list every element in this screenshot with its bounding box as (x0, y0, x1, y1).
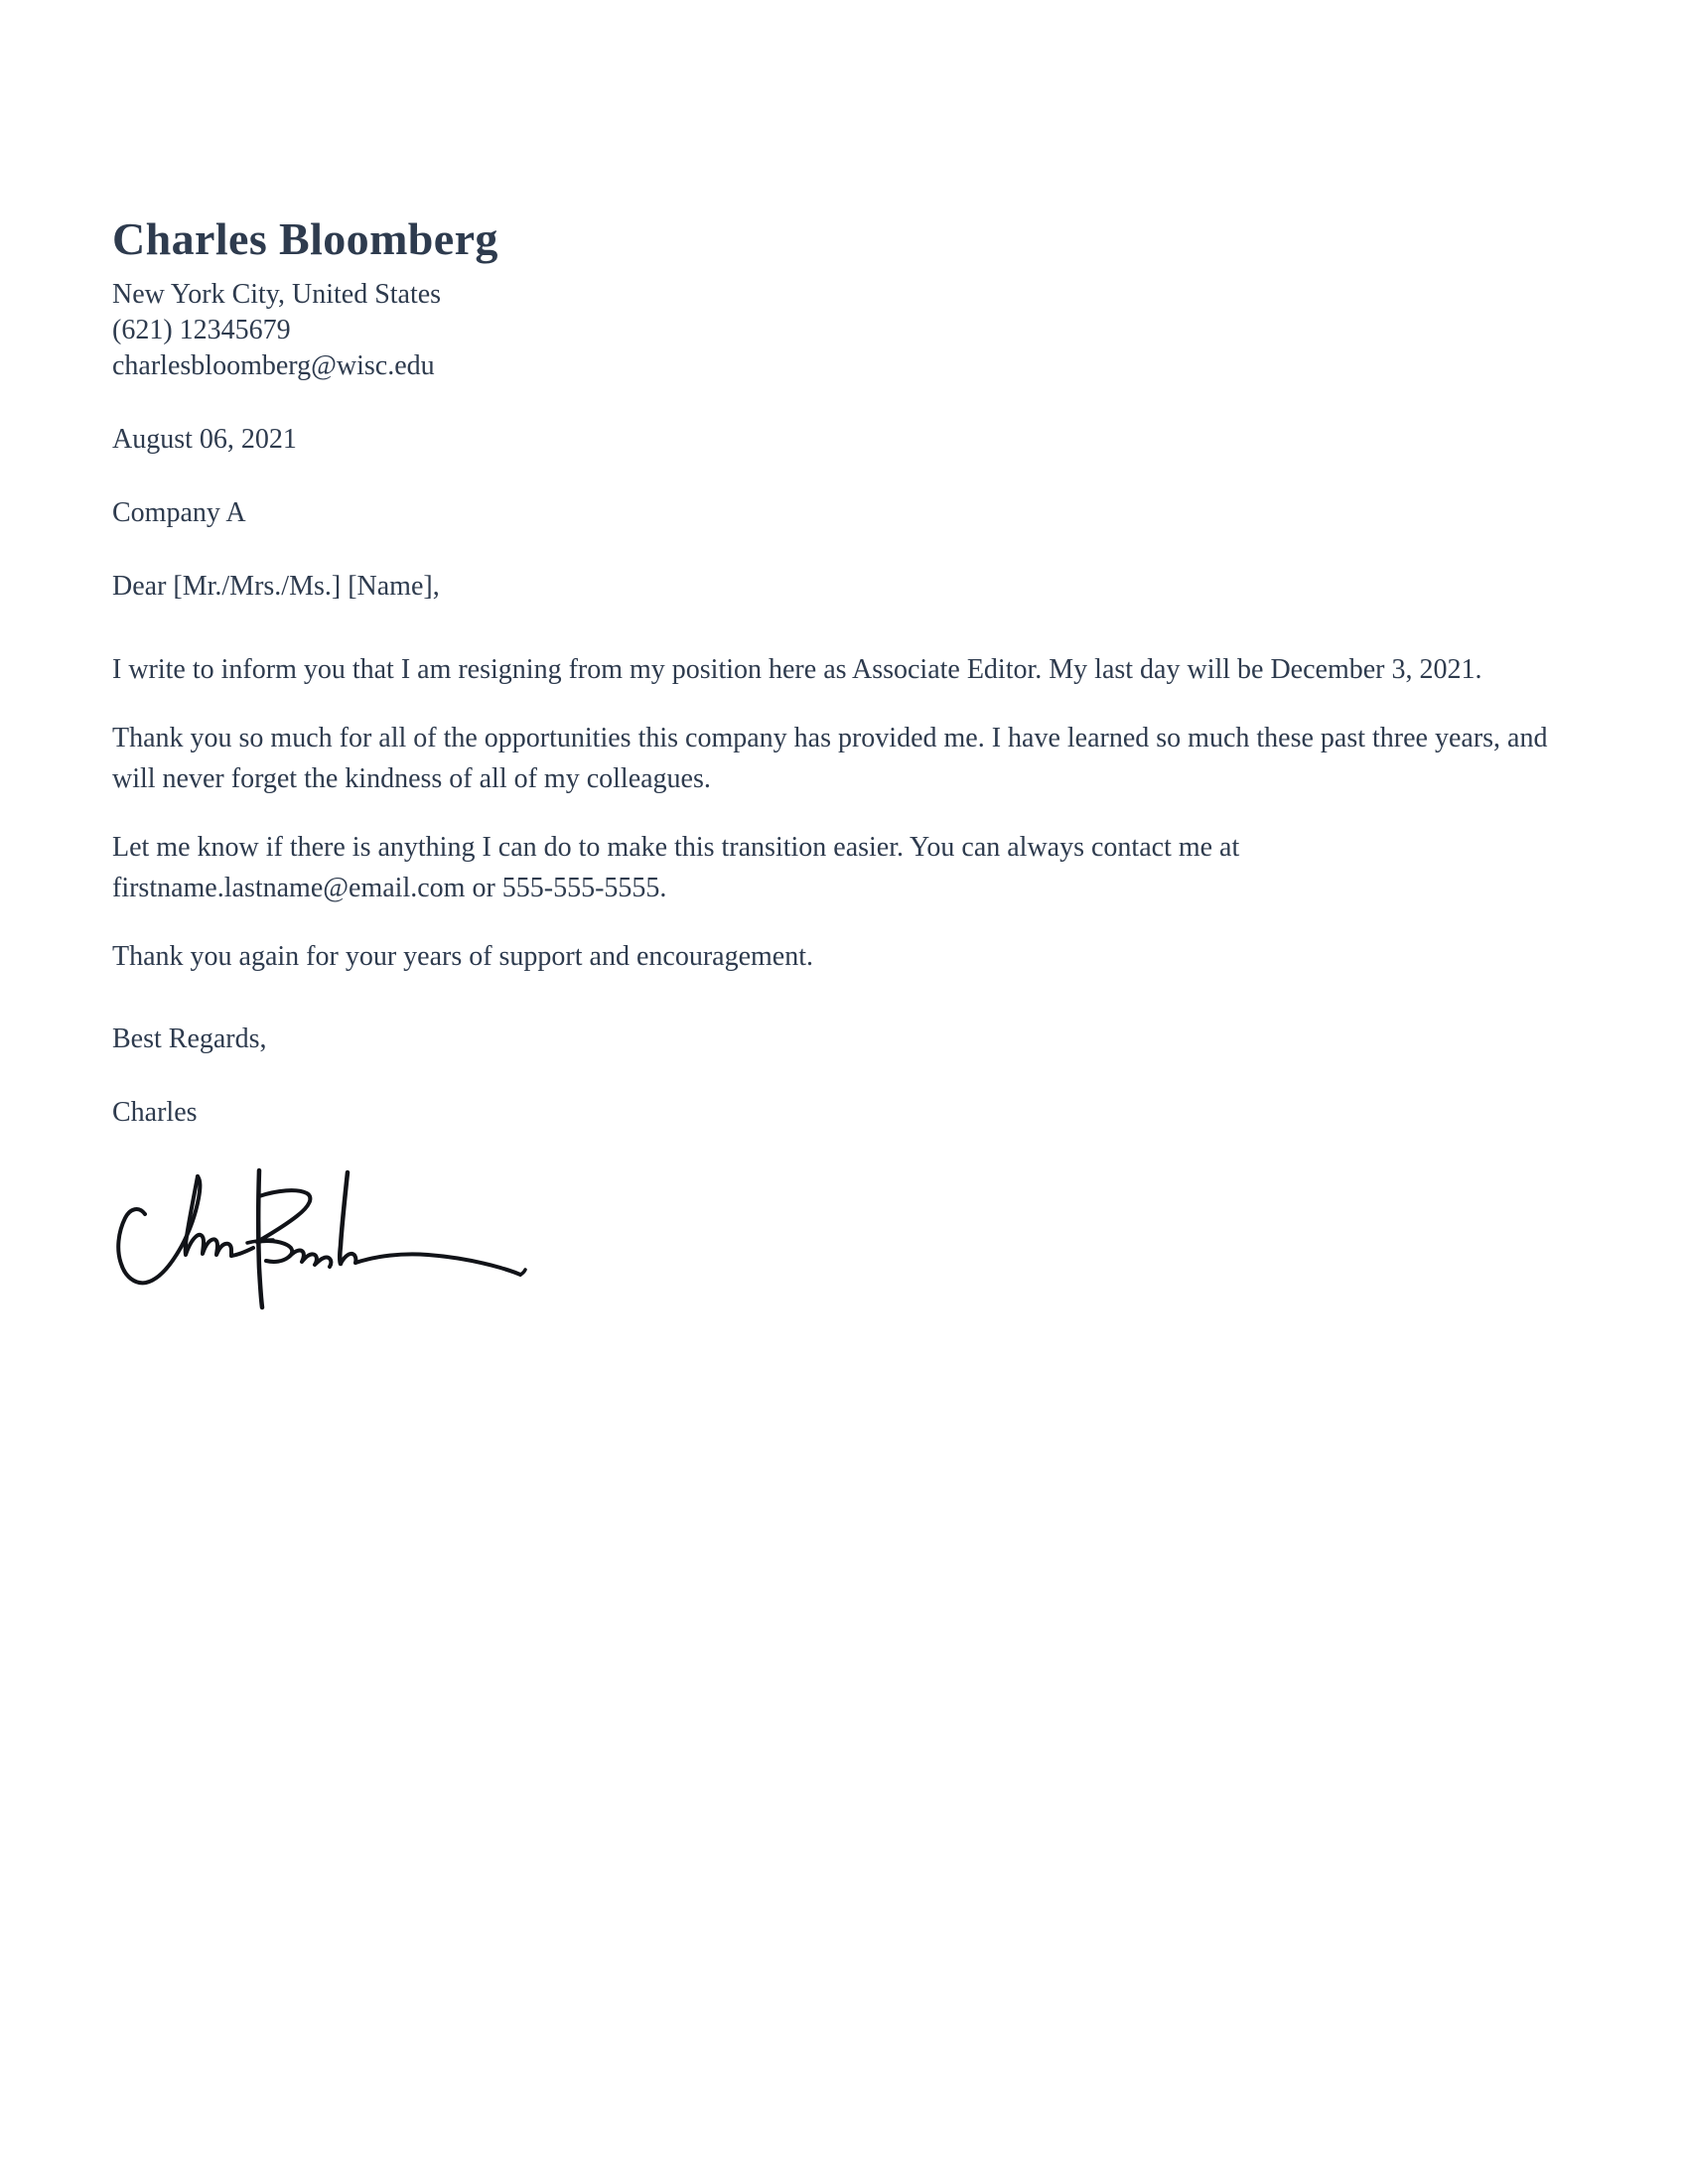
spacer (112, 458, 1572, 495)
signature-svg (112, 1155, 549, 1313)
body-paragraph-4: Thank you again for your years of support and encouragement. (112, 940, 813, 972)
spacer (112, 690, 1572, 718)
contact-phone: (621) 12345679 (112, 314, 291, 345)
page-title: Charles Bloomberg (112, 213, 498, 264)
body-paragraph-1: I write to inform you that I am resigning from my position here as Associate Editor. My last day will be December 3, 2021. (112, 653, 1482, 685)
salutation: Dear [Mr./Mrs./Ms.] [Name], (112, 570, 440, 602)
spacer (112, 977, 1572, 1022)
spacer (112, 908, 1572, 936)
spacer (112, 384, 1572, 422)
letter-date: August 06, 2021 (112, 423, 297, 455)
signature-name: Charles (112, 1096, 198, 1128)
body-paragraph-2: Thank you so much for all of the opportunities this company has provided me. I have learned so much these past three years, and will never forget the kindness of all of my colleagues. (112, 722, 1548, 794)
contact-block (112, 277, 1572, 384)
recipient-company: Company A (112, 496, 246, 528)
contact-location: New York City, United States (112, 278, 442, 310)
signature-image (112, 1155, 549, 1313)
letter-content (112, 213, 1572, 1313)
spacer (112, 1057, 1572, 1095)
contact-email: charlesbloomberg@wisc.edu (112, 349, 435, 381)
body-paragraph-3: Let me know if there is anything I can do to make this transition easier. You can always contact me at firstname.lastname@email.com or 555-555-5555. (112, 831, 1240, 903)
valediction: Best Regards, (112, 1023, 267, 1054)
spacer (112, 605, 1572, 649)
spacer (112, 531, 1572, 569)
spacer (112, 799, 1572, 827)
